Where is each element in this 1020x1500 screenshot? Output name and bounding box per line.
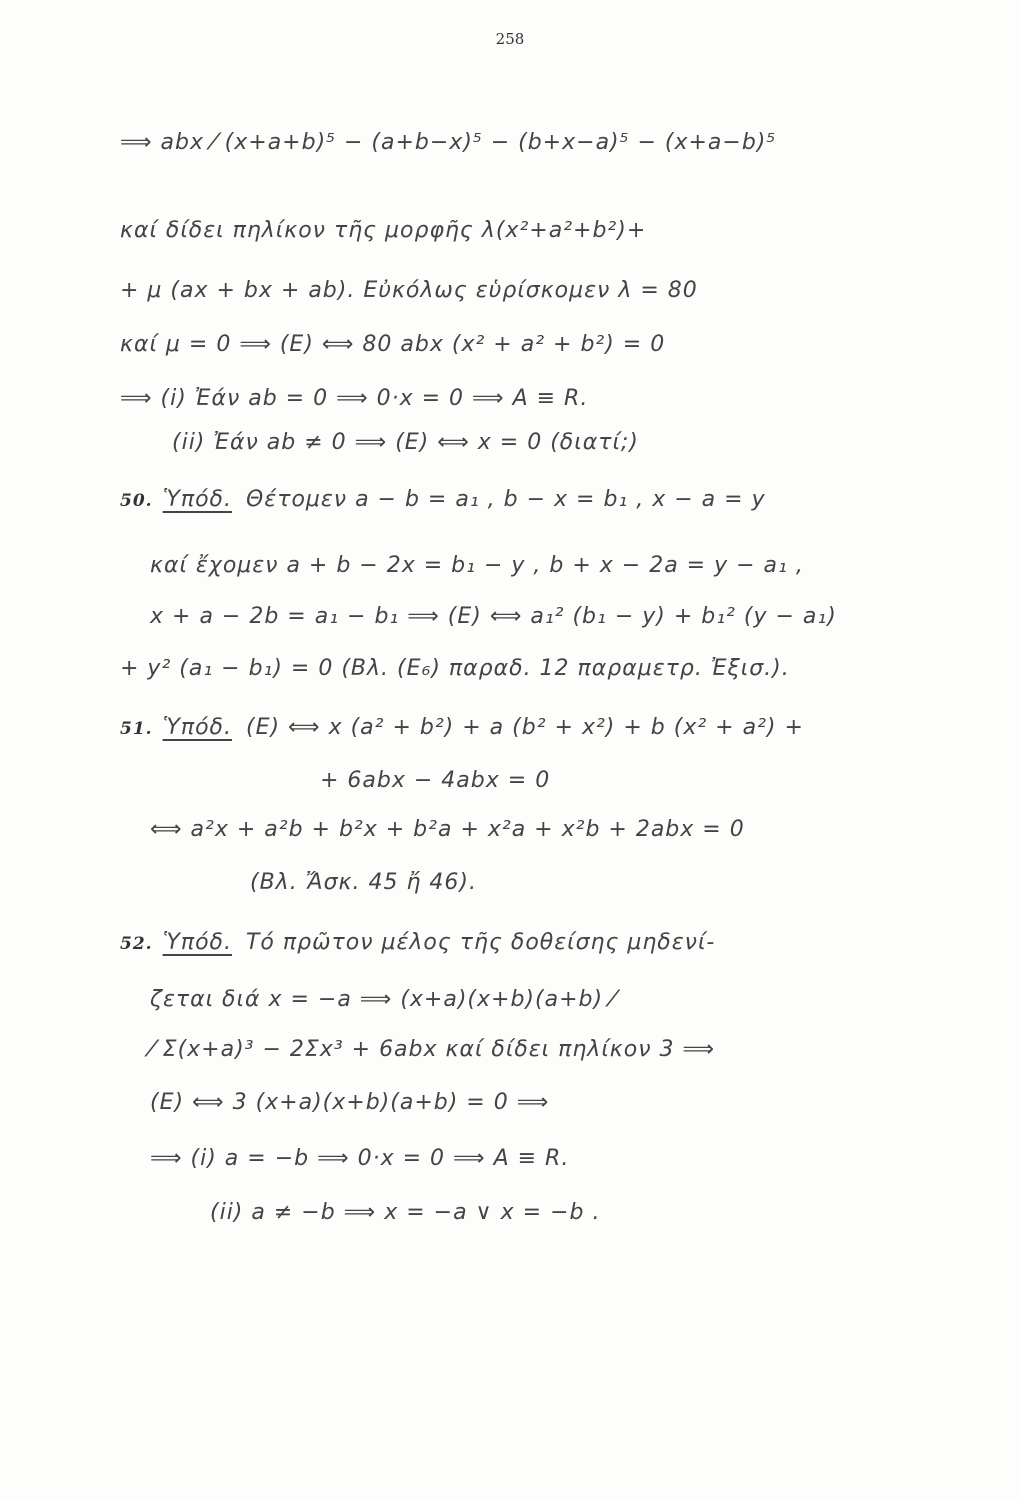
exercise-number-52: 52.: [120, 934, 153, 954]
text-line-17: ⁄ Σ(x+a)³ − 2Σx³ + 6abx καί δίδει πηλίκον 3 ⟹: [150, 1037, 716, 1062]
text-line-1: ⟹ abx ⁄ (x+a+b)⁵ − (a+b−x)⁵ − (b+x−a)⁵ − (x+a−b)⁵: [120, 130, 777, 155]
text-line-14: (Βλ. Ἄσκ. 45 ἤ 46).: [250, 870, 477, 895]
exercise-52-line-1: [120, 930, 715, 955]
text-line-6: (ii) Ἐάν ab ≠ 0 ⟹ (E) ⟺ x = 0 (διατί;): [172, 430, 639, 455]
text-line-4: καί μ = 0 ⟹ (E) ⟺ 80 abx (x² + a² + b²) = 0: [120, 332, 666, 357]
text-line-2: καί δίδει πηλίκον τῆς μορφῆς λ(x²+a²+b²)+: [120, 218, 647, 243]
page-number: 258: [495, 30, 525, 48]
text-line-10: + y² (a₁ − b₁) = 0 (Βλ. (E₆) παραδ. 12 παραμετρ. Ἐξισ.).: [120, 656, 790, 681]
text-line-13: ⟺ a²x + a²b + b²x + b²a + x²a + x²b + 2abx = 0: [150, 817, 745, 842]
text-line-12: + 6abx − 4abx = 0: [320, 768, 551, 793]
hint-label: Ὑπόδ.: [162, 930, 232, 955]
exercise-number-50: 50.: [120, 491, 153, 511]
hint-label: Ὑπόδ.: [162, 715, 232, 740]
text-line-20: (ii) a ≠ −b ⟹ x = −a ∨ x = −b .: [210, 1200, 601, 1225]
text-line-16: ζεται διά x = −a ⟹ (x+a)(x+b)(a+b) ⁄: [150, 987, 616, 1012]
text-line-3: + μ (ax + bx + ab). Εὐκόλως εὑρίσκομεν λ = 80: [120, 278, 698, 303]
text-line-9: x + a − 2b = a₁ − b₁ ⟹ (E) ⟺ a₁² (b₁ − y) + b₁² (y − a₁): [150, 604, 837, 629]
exercise-number-51: 51.: [120, 719, 153, 739]
exercise-51-line-1: [120, 715, 804, 740]
text-line-11: (E) ⟺ x (a² + b²) + a (b² + x²) + b (x² + a²) +: [245, 715, 804, 740]
text-line-7: Θέτομεν a − b = a₁ , b − x = b₁ , x − a = y: [245, 487, 766, 512]
text-line-18: (E) ⟺ 3 (x+a)(x+b)(a+b) = 0 ⟹: [150, 1090, 550, 1115]
text-line-19: ⟹ (i) a = −b ⟹ 0·x = 0 ⟹ A ≡ R.: [150, 1146, 570, 1171]
text-line-5: ⟹ (i) Ἐάν ab = 0 ⟹ 0·x = 0 ⟹ A ≡ R.: [120, 386, 589, 411]
hint-label: Ὑπόδ.: [162, 487, 232, 512]
text-line-15: Τό πρῶτον μέλος τῆς δοθείσης μηδενί-: [245, 930, 716, 955]
exercise-50-line-1: [120, 487, 766, 512]
text-line-8: καί ἔχομεν a + b − 2x = b₁ − y , b + x − 2a = y − a₁ ,: [150, 553, 804, 578]
